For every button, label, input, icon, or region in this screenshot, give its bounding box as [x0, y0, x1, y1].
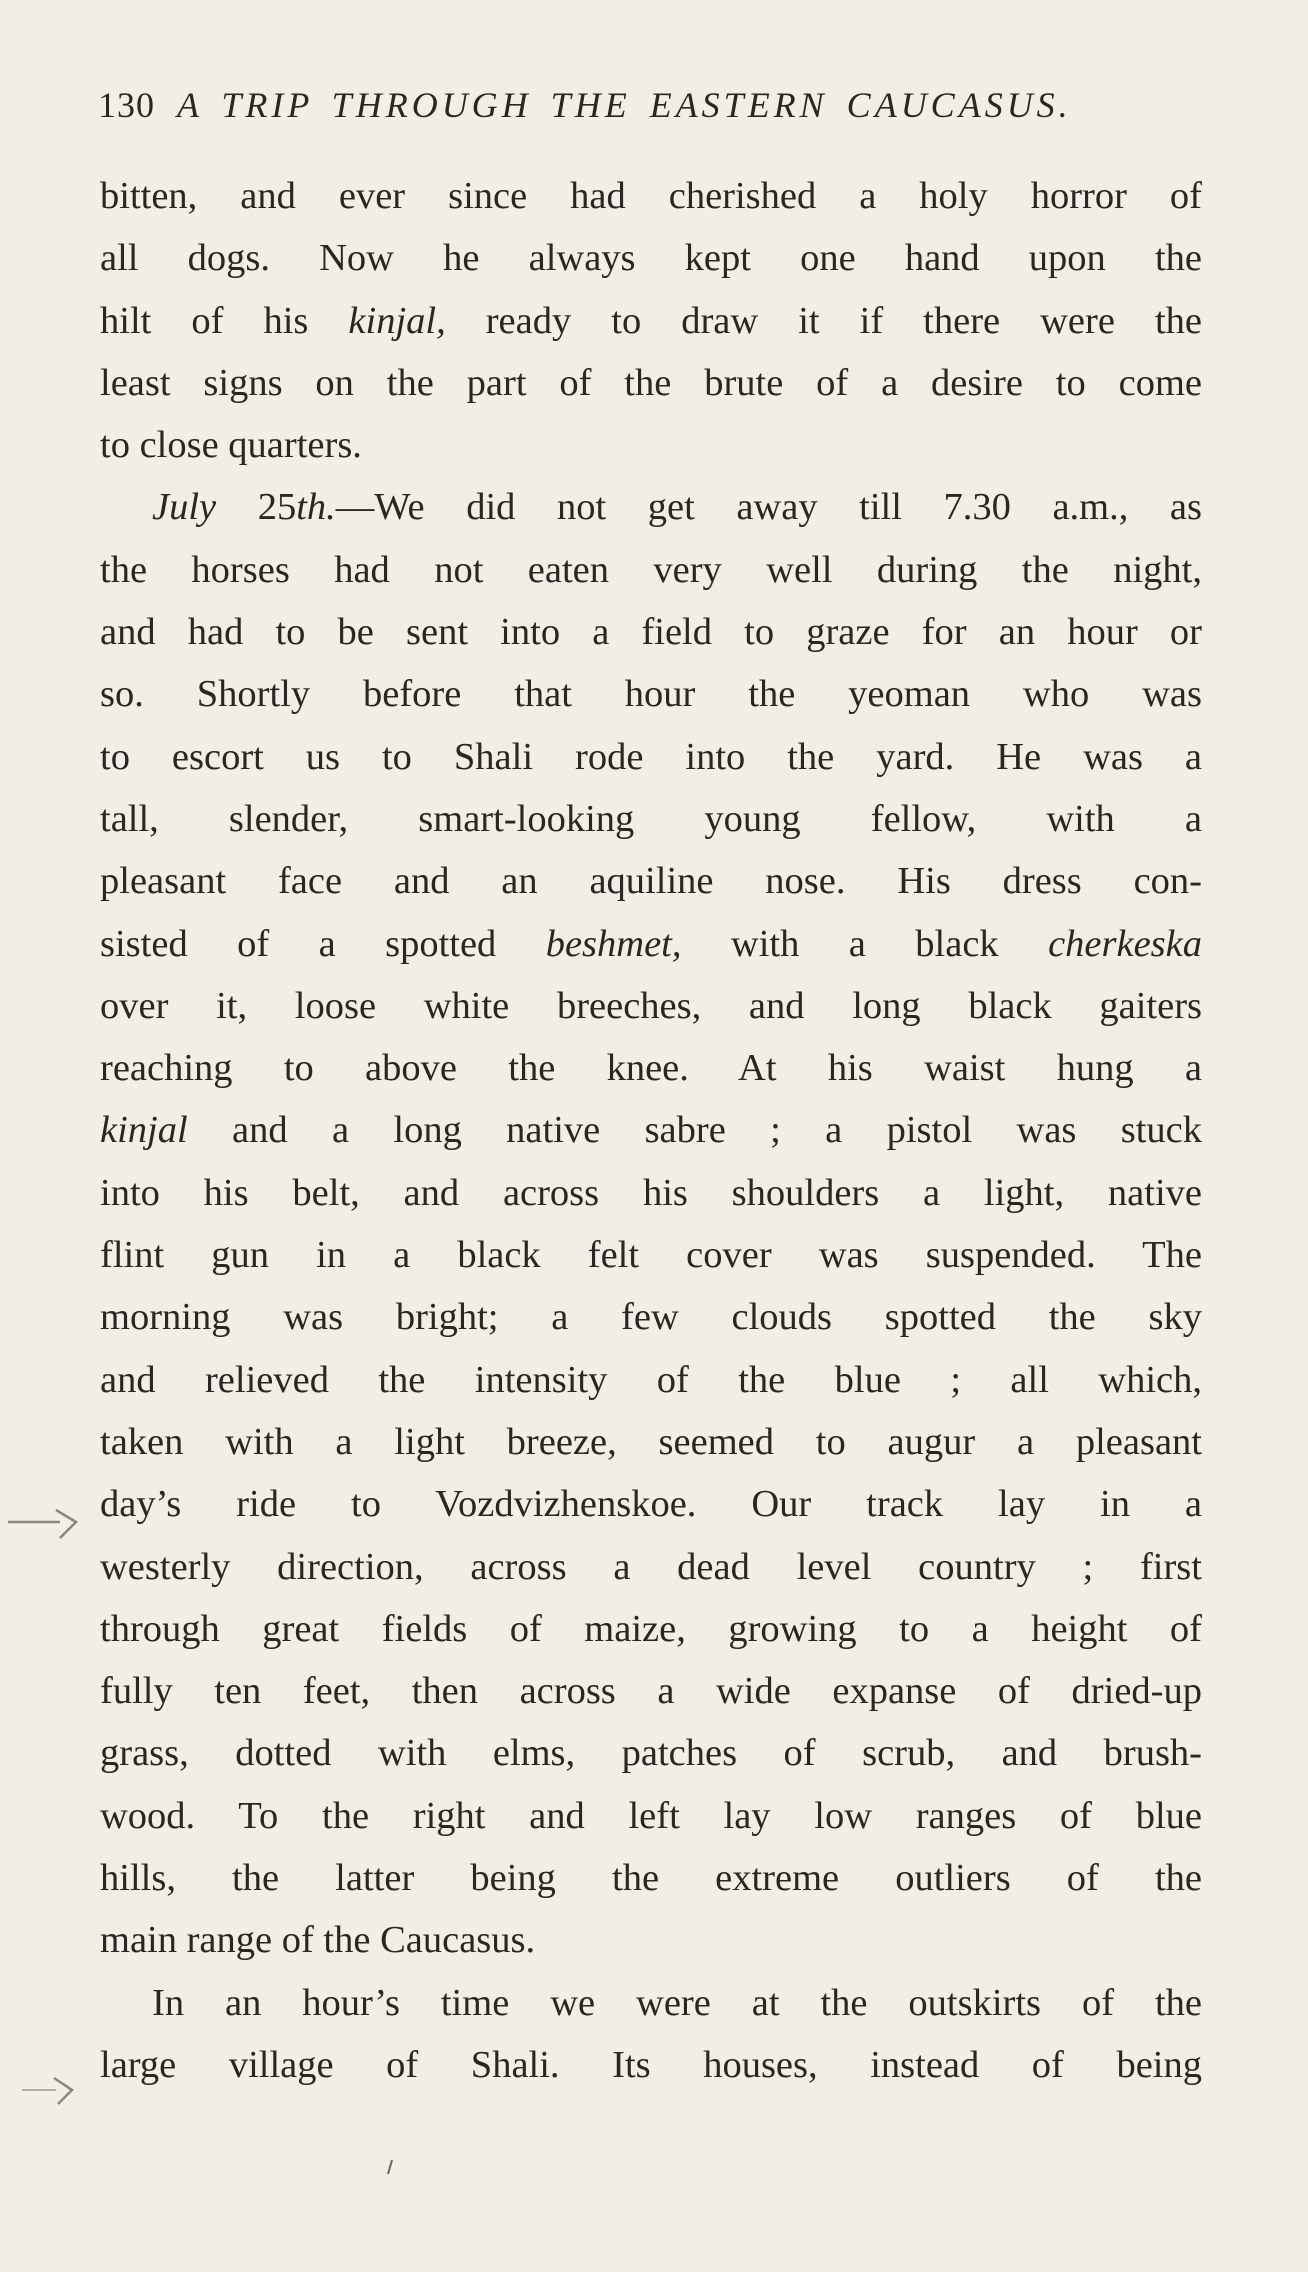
text-line — [100, 1224, 1202, 1286]
text-run: into his belt, and across his shoulders a light, native — [100, 1171, 1202, 1214]
ink-speck — [384, 2158, 396, 2183]
text-run: In an hour’s time we were at the outskirts of the — [152, 1981, 1202, 2024]
text-line — [100, 1598, 1202, 1660]
text-run: to close quarters. — [100, 424, 362, 467]
text-line — [100, 601, 1202, 663]
italic-term: th. — [296, 486, 336, 529]
text-run: and a long native sabre ; a pistol was stuck — [187, 1109, 1202, 1152]
text-line — [100, 1473, 1202, 1535]
text-line — [100, 476, 1202, 538]
text-run: with a black — [681, 922, 1049, 965]
running-head — [98, 84, 1208, 140]
margin-arrow-mark — [6, 1500, 86, 1544]
body-text — [100, 165, 1202, 2096]
text-run: the horses had not eaten very well during the night, — [100, 548, 1202, 591]
italic-term: kinjal — [100, 1109, 188, 1152]
italic-term: kinjal, — [348, 299, 446, 342]
text-line — [100, 1162, 1202, 1224]
text-line — [100, 663, 1202, 725]
running-title: A TRIP THROUGH THE EASTERN CAUCASUS. — [177, 85, 1072, 125]
text-run: to escort us to Shali rode into the yard. He was a — [100, 735, 1202, 778]
text-run: wood. To the right and left lay low ranges of blue — [100, 1794, 1202, 1837]
text-run: and had to be sent into a field to graze for an hour or — [100, 611, 1202, 654]
text-line — [100, 1037, 1202, 1099]
italic-term: July — [152, 486, 217, 529]
text-run: grass, dotted with elms, patches of scrub, and brush- — [100, 1732, 1202, 1775]
text-line — [100, 165, 1202, 227]
text-line — [100, 1785, 1202, 1847]
text-line — [100, 414, 1202, 476]
text-run: 25 — [216, 486, 297, 529]
text-run: so. Shortly before that hour the yeoman who was — [100, 673, 1202, 716]
page-number: 130 — [98, 85, 155, 125]
text-run: —We did not get away till 7.30 a.m., as — [335, 486, 1202, 529]
text-run: over it, loose white breeches, and long black gaiters — [100, 984, 1202, 1027]
text-line — [100, 1349, 1202, 1411]
text-line — [100, 290, 1202, 352]
text-run: flint gun in a black felt cover was suspended. The — [100, 1234, 1202, 1277]
text-line — [100, 850, 1202, 912]
text-run: large village of Shali. Its houses, instead of being — [100, 2043, 1202, 2086]
text-line — [100, 1847, 1202, 1909]
text-line — [100, 1411, 1202, 1473]
text-line — [100, 227, 1202, 289]
text-run: bitten, and ever since had cherished a holy horror of — [100, 175, 1202, 217]
text-run: hills, the latter being the extreme outliers of the — [100, 1857, 1202, 1900]
text-run: through great fields of maize, growing to a height of — [100, 1607, 1202, 1650]
text-line — [100, 1972, 1202, 2034]
text-run: morning was bright; a few clouds spotted the sky — [100, 1296, 1202, 1339]
text-run: tall, slender, smart-looking young fellow, with a — [100, 797, 1202, 840]
text-run: ready to draw it if there were the — [445, 299, 1202, 342]
text-line — [100, 352, 1202, 414]
text-line — [100, 1536, 1202, 1598]
text-run: least signs on the part of the brute of a desire to come — [100, 361, 1202, 404]
text-line — [100, 1909, 1202, 1971]
text-line — [100, 726, 1202, 788]
text-run: westerly direction, across a dead level country ; first — [100, 1545, 1202, 1588]
text-run: and relieved the intensity of the blue ; all which, — [100, 1358, 1202, 1401]
text-run: hilt of his — [100, 299, 349, 342]
text-line — [100, 913, 1202, 975]
text-line — [100, 1660, 1202, 1722]
text-run: main range of the Caucasus. — [100, 1919, 536, 1962]
text-run: pleasant face and an aquiline nose. His dress con- — [100, 860, 1202, 903]
text-line — [100, 788, 1202, 850]
text-line — [100, 975, 1202, 1037]
text-run: reaching to above the knee. At his waist hung a — [100, 1047, 1202, 1090]
text-line — [100, 1286, 1202, 1348]
text-run: fully ten feet, then across a wide expanse of dried-up — [100, 1670, 1202, 1713]
text-run: day’s ride to Vozdvizhenskoe. Our track lay in a — [100, 1483, 1202, 1526]
text-line — [100, 1722, 1202, 1784]
text-run: sisted of a spotted — [100, 922, 546, 965]
text-line — [100, 1099, 1202, 1161]
text-run: taken with a light breeze, seemed to augur a pleasant — [100, 1420, 1202, 1463]
italic-term: beshmet, — [545, 922, 682, 965]
italic-term: cherkeska — [1048, 922, 1202, 965]
text-line — [100, 2034, 1202, 2096]
text-run: all dogs. Now he always kept one hand upon the — [100, 237, 1202, 280]
text-line — [100, 539, 1202, 601]
margin-arrow-mark — [20, 2068, 86, 2112]
